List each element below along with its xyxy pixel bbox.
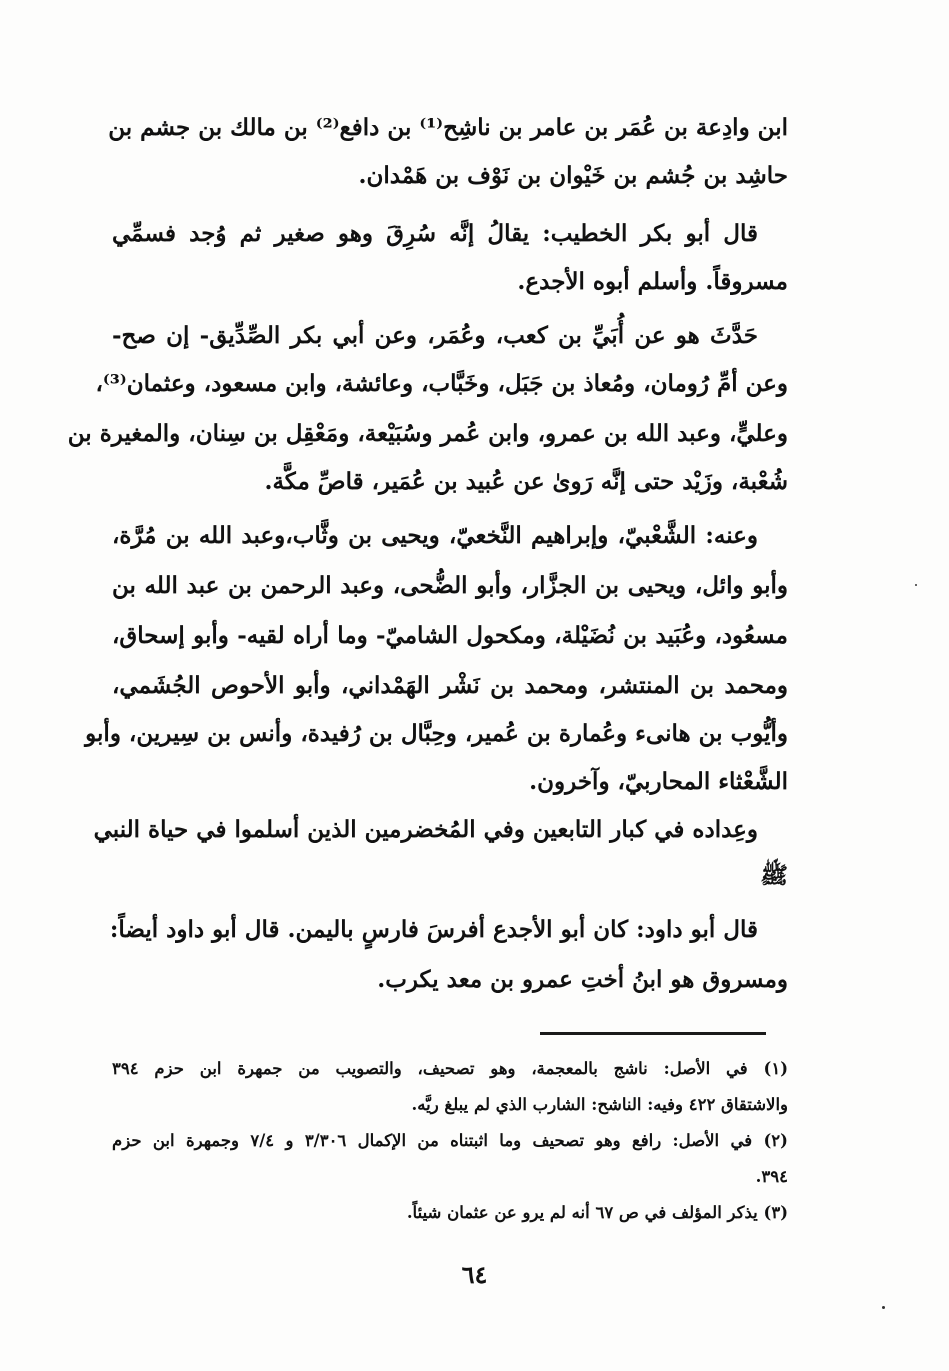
text-line: وعن أمِّ رُومان، ومُعاذ بن جَبَل، وخَبَّاب، وعائشة، وابن مسعود، وعثمان⁽³⁾، xyxy=(95,370,788,397)
page-number: ٦٤ xyxy=(461,1260,488,1289)
text-line: مسروقاً. وأسلم أبوه الأجدع. xyxy=(517,268,788,295)
scan-speck xyxy=(915,584,917,586)
text-line: حاشِد بن جُشم بن خَيْوان بن نَوْف بن هَمْدان. xyxy=(358,162,788,189)
text-line: ومسروق هو ابنُ أختِ عمرو بن معد يكرب. xyxy=(377,966,788,993)
text-line: ومحمد بن المنتشر، ومحمد بن نَشْر الهَمْداني، وأبو الأحوص الجُشَمي، xyxy=(112,672,788,699)
footnote-line: (٣) يذكر المؤلف في ص ٦٧ أنه لم يرو عن عثمان شيئاً. xyxy=(406,1203,788,1222)
text-line: مسعُود، وعُبَيد بن نُضَيْلة، ومكحول الشاميّ- وما أراه لقيه- وأبو إسحاق، xyxy=(112,622,788,649)
footnote-divider xyxy=(540,1032,766,1035)
scan-speck xyxy=(882,1306,885,1309)
footnote-line: والاشتقاق ٤٢٢ وفيه: الناشح: الشارب الذي لم يبلغ ريَّه. xyxy=(411,1095,788,1114)
text-line: ابن وادِعة بن عُمَر بن عامر بن ناشِح⁽¹⁾ بن دافع⁽²⁾ بن مالك بن جشم بن xyxy=(108,114,788,141)
footnote-line: (٢) في الأصل: رافع وهو تصحيف وما اثبتناه من الإكمال ٣/٣٠٦ و ٧/٤ وجمهرة ابن حزم xyxy=(112,1131,788,1150)
footnote-line: (١) في الأصل: ناشج بالمعجمة، وهو تصحيف، والتصويب من جمهرة ابن حزم ٣٩٤ xyxy=(112,1059,788,1078)
text-line: وعِداده في كبار التابعين وفي المُخضرمين الذين أسلموا في حياة النبي xyxy=(93,816,758,843)
text-line: وعليٍّ، وعبد الله بن عمرو، وابن عُمر وسُبَيْعة، ومَعْقِل بن سِنان، والمغيرة بن xyxy=(67,420,788,447)
text-line: وأيُّوب بن هانىء وعُمارة بن عُمير، وحِبَّال بن رُفيدة، وأنس بن سِيرين، وأبو xyxy=(85,720,788,747)
footnote-line: ٣٩٤. xyxy=(755,1167,788,1186)
text-line: شُعْبة، وزَيْد حتى إنَّه رَوىٰ عن عُبيد بن عُمَير، قاصِّ مكَّة. xyxy=(264,468,788,495)
honorific-glyph: ﷺ xyxy=(760,862,788,889)
text-line: حَدَّثَ هو عن أُبَيِّ بن كعب، وعُمَر، وعن أبي بكر الصِّدِّيق- إن صح- xyxy=(112,322,758,349)
text-line: قال أبو داود: كان أبو الأجدع أفرسَ فارسٍ باليمن. قال أبو داود أيضاً: xyxy=(109,916,758,943)
text-line: وعنه: الشَّعْبيّ، وإبراهيم النَّخعيّ، ويحيى بن وثَّاب،وعبد الله بن مُرَّة، xyxy=(112,522,758,549)
text-line: الشَّعْثاء المحاربيّ، وآخرون. xyxy=(529,768,788,795)
text-line: وأبو وائل، ويحيى بن الجزَّار، وأبو الضُّحى، وعبد الرحمن بن عبد الله بن xyxy=(112,572,788,599)
text-line: قال أبو بكر الخطيب: يقالُ إنَّه سُرِقَ وهو صغير ثم وُجد فسمِّي xyxy=(112,220,758,247)
